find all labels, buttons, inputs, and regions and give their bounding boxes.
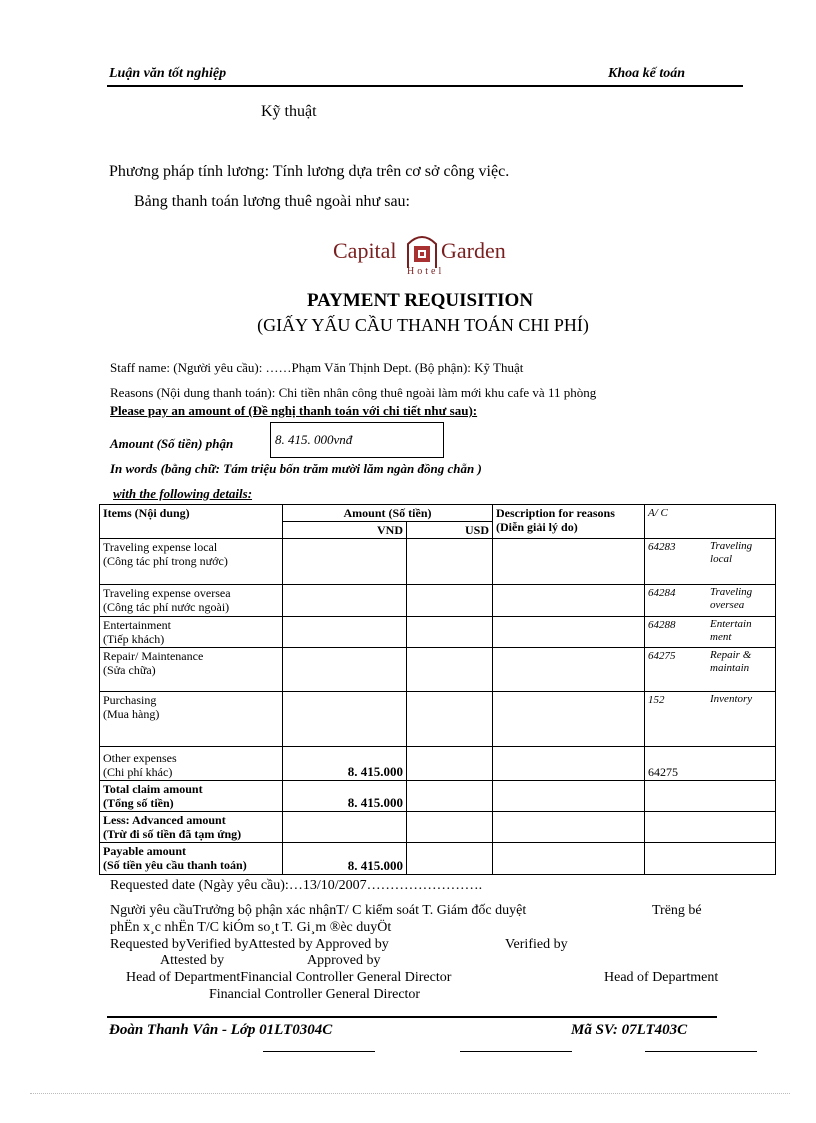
row-ac-name: Traveling oversea [710, 586, 753, 611]
row-vnd: 8. 415.000 [283, 747, 407, 781]
total-vnd: 8. 415.000 [283, 781, 407, 812]
staff-line: Staff name: (Người yêu cầu): ……Phạm Văn Thịnh Dept. (Bộ phận): Kỹ Thuật [110, 360, 524, 375]
logo-emblem-icon [405, 232, 439, 270]
row-vnd [283, 692, 407, 747]
page-bottom-dots [30, 1093, 790, 1094]
sig-line-1: Người yêu cầuTrưởng bộ phận xác nhậnT/ C kiểm soát T. Giám đốc duyệt [110, 903, 527, 918]
total-label-en: Total claim amount [103, 782, 203, 796]
header-right: Khoa kế toán [608, 66, 686, 81]
total-label-vi: (Tổng số tiền) [103, 796, 174, 810]
advance-label-en: Less: Advanced amount [103, 813, 226, 827]
signature-line [645, 1051, 757, 1052]
table-intro: Bảng thanh toán lương thuê ngoài như sau: [134, 193, 410, 210]
logo-right-text: Garden [441, 238, 506, 263]
row-item-en: Purchasing [103, 693, 157, 707]
header-ac: A/ C [645, 505, 776, 539]
table-row [100, 747, 776, 781]
salary-method: Phương pháp tính lương: Tính lương dựa trên cơ sở công việc. [109, 163, 510, 180]
sig-line-4a: Attested by [160, 953, 225, 968]
details-label: with the following details: [113, 486, 253, 501]
sig-line-4b: Approved by [307, 953, 381, 968]
sig-line-5-right: Head of Department [604, 970, 719, 985]
table-row [100, 539, 776, 585]
payable-label-en: Payable amount [103, 844, 187, 858]
row-ac-name: Entertain ment [710, 618, 752, 643]
payable-row [100, 843, 776, 875]
row-item-en: Traveling expense oversea [103, 586, 231, 600]
row-ac-name: Inventory [710, 693, 753, 705]
dept-line: Kỹ thuật [261, 103, 317, 120]
table-header-row [100, 505, 776, 522]
payable-vnd: 8. 415.000 [283, 843, 407, 875]
row-ac-name: Traveling local [710, 540, 753, 565]
row-item-vi: (Mua hàng) [103, 707, 160, 721]
row-ac-name: Repair & maintain [710, 649, 752, 674]
logo-sub-text: Hotel [407, 266, 445, 277]
row-item-vi: (Tiếp khách) [103, 632, 165, 646]
header-rule [107, 85, 743, 87]
row-ac-code: 64288 [648, 619, 676, 631]
table-row [100, 692, 776, 747]
table-row [100, 585, 776, 617]
advance-label-vi: (Trừ đi số tiền đã tạm ứng) [103, 827, 242, 841]
row-ac-code: 64283 [648, 541, 676, 553]
header-description: Description for reasons (Diễn giải lý do) [493, 505, 645, 539]
row-item-vi: (Công tác phí trong nước) [103, 554, 228, 568]
row-item-vi: (Công tác phí nước ngoài) [103, 600, 230, 614]
row-ac-code: 64275 [648, 765, 679, 779]
row-item-vi: (Sửa chữa) [103, 663, 156, 677]
row-item-en: Entertainment [103, 618, 171, 632]
sig-line-6: Financial Controller General Director [209, 987, 421, 1002]
row-item-vi: (Chi phí khác) [103, 765, 173, 779]
footer-left: Đoàn Thanh Vân - Lớp 01LT0304C [109, 1022, 333, 1038]
amount-box [270, 422, 444, 458]
row-item-en: Traveling expense local [103, 540, 218, 554]
row-item-en: Other expenses [103, 751, 177, 765]
doc-title: PAYMENT REQUISITION [306, 290, 534, 311]
total-row [100, 781, 776, 812]
header-left: Luận văn tốt nghiệp [109, 66, 227, 81]
payable-label-vi: (Số tiền yêu cầu thanh toán) [103, 858, 247, 872]
table-row [100, 617, 776, 648]
sig-line-3-right: Verified by [505, 937, 568, 952]
header-items: Items (Nội dung) [100, 505, 283, 539]
doc-subtitle: (GIẤY YẤU CẦU THANH TOÁN CHI PHÍ) [257, 315, 589, 335]
row-vnd [283, 648, 407, 692]
signature-line [460, 1051, 572, 1052]
payment-table [99, 504, 776, 875]
advance-row [100, 812, 776, 843]
row-vnd [283, 585, 407, 617]
sig-line-5: Head of DepartmentFinancial Controller General Director [126, 970, 452, 985]
hotel-logo [333, 232, 523, 278]
please-pay-line: Please pay an amount of (Đề nghị thanh toán với chi tiết như sau): [110, 403, 478, 418]
requested-date: Requested date (Ngày yêu cầu):…13/10/2007……………………. [110, 878, 483, 893]
sig-line-3: Requested byVerified byAttested by Approved by [110, 937, 389, 952]
row-ac-code: 64275 [648, 650, 676, 662]
sig-line-2: phËn x¸c nhËn T/C kiÓm so¸t T. Gi¸m ®èc duyÖt [110, 920, 392, 935]
header-vnd: VND [283, 522, 407, 539]
row-ac-code: 64284 [648, 587, 676, 599]
footer-rule [107, 1016, 717, 1018]
amount-value: 8. 415. 000vnđ [275, 432, 353, 447]
signature-line [263, 1051, 375, 1052]
row-item-en: Repair/ Maintenance [103, 649, 204, 663]
amount-label: Amount (Số tiền) phận [110, 436, 234, 451]
header-usd: USD [407, 522, 493, 539]
sig-line-1-right: Trëng bé [652, 903, 702, 918]
row-vnd [283, 617, 407, 648]
table-row [100, 648, 776, 692]
in-words: In words (bằng chữ: Tám triệu bốn trăm mười lăm ngàn đồng chẵn ) [110, 461, 482, 476]
footer-right: Mã SV: 07LT403C [571, 1022, 688, 1038]
header-amount: Amount (Số tiền) [283, 505, 493, 522]
logo-left-text: Capital [333, 238, 397, 263]
reasons-line: Reasons (Nội dung thanh toán): Chi tiền nhân công thuê ngoài làm mới khu cafe và 11 phòng [110, 385, 597, 400]
row-vnd [283, 539, 407, 585]
row-ac-code: 152 [648, 694, 665, 706]
